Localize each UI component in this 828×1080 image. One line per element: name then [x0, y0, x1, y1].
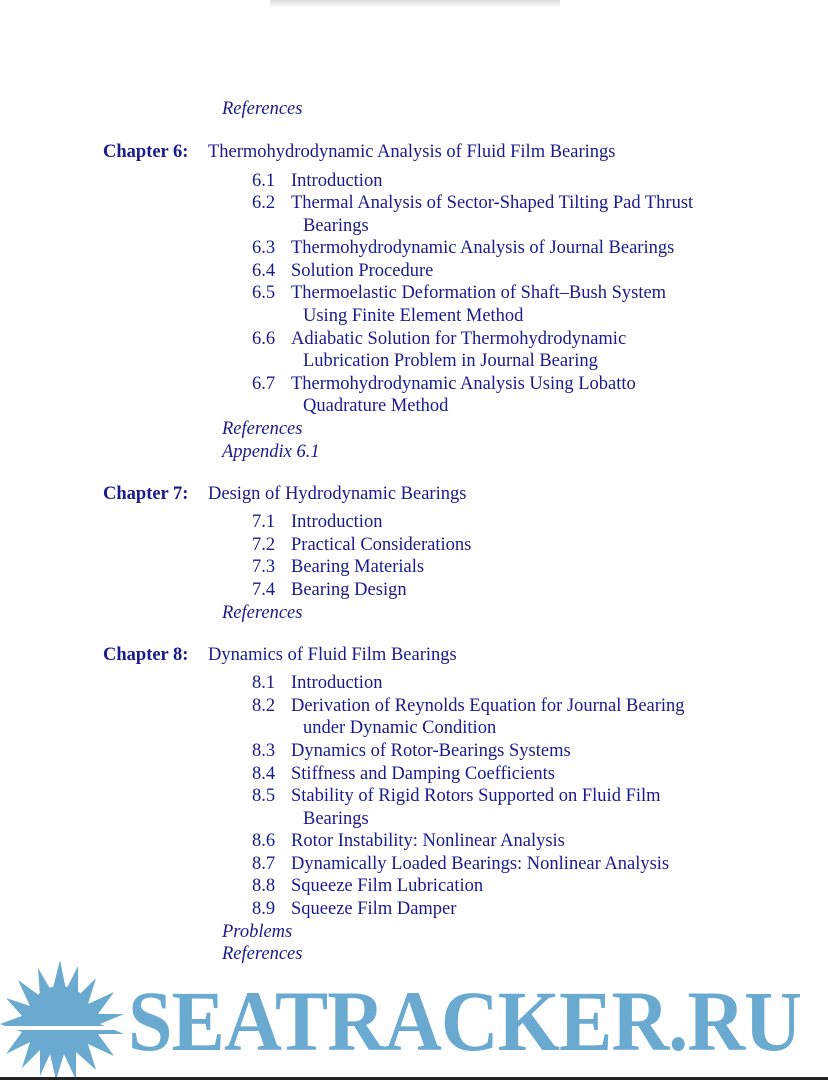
section-number: 6.3 [252, 238, 276, 258]
chapter-8-title[interactable]: Dynamics of Fluid Film Bearings [208, 645, 457, 665]
section-title[interactable]: Bearing Design [291, 580, 407, 600]
section-title[interactable]: Thermohydrodynamic Analysis of Journal Bearings [291, 238, 675, 258]
problems-entry[interactable]: Problems [222, 922, 293, 942]
section-number: 8.8 [252, 876, 276, 896]
section-title[interactable]: Introduction [291, 171, 383, 191]
section-title[interactable]: Adiabatic Solution for Thermohydrodynamic [291, 329, 627, 349]
section-number: 6.1 [252, 171, 276, 191]
section-title-continuation[interactable]: Using Finite Element Method [303, 306, 524, 326]
section-number: 6.5 [252, 283, 276, 303]
section-title[interactable]: Introduction [291, 512, 383, 532]
chapter-6-label: Chapter 6: [103, 142, 189, 162]
section-title[interactable]: Squeeze Film Lubrication [291, 876, 484, 896]
page-top-shadow [270, 0, 560, 8]
section-title-continuation[interactable]: Bearings [303, 216, 369, 236]
section-number: 8.6 [252, 831, 276, 851]
section-number: 8.3 [252, 741, 276, 761]
chapter-7-label: Chapter 7: [103, 484, 189, 504]
section-number: 7.4 [252, 580, 276, 600]
section-title-continuation[interactable]: Lubrication Problem in Journal Bearing [303, 351, 598, 371]
section-title[interactable]: Dynamically Loaded Bearings: Nonlinear Analysis [291, 854, 670, 874]
references-entry[interactable]: References [222, 944, 303, 964]
appendix-entry[interactable]: Appendix 6.1 [222, 442, 320, 462]
section-title[interactable]: Thermohydrodynamic Analysis Using Lobatto [291, 374, 636, 394]
section-title[interactable]: Bearing Materials [291, 557, 425, 577]
section-number: 8.7 [252, 854, 276, 874]
sun-icon [0, 960, 130, 1080]
chapter-8-label: Chapter 8: [103, 645, 189, 665]
section-title-continuation[interactable]: Quadrature Method [303, 396, 449, 416]
section-title[interactable]: Dynamics of Rotor-Bearings Systems [291, 741, 571, 761]
references-entry[interactable]: References [222, 99, 303, 119]
sun-horizon-icon [0, 1026, 130, 1030]
section-title[interactable]: Rotor Instability: Nonlinear Analysis [291, 831, 565, 851]
section-title[interactable]: Derivation of Reynolds Equation for Journal Bearing [291, 696, 685, 716]
section-number: 6.7 [252, 374, 276, 394]
section-number: 6.6 [252, 329, 276, 349]
sun-disc-icon [28, 986, 92, 1050]
section-number: 8.1 [252, 673, 276, 693]
section-title-continuation[interactable]: under Dynamic Condition [303, 718, 497, 738]
watermark-text: SEATRACKER.RU [128, 973, 802, 1069]
section-number: 6.2 [252, 193, 276, 213]
section-title[interactable]: Introduction [291, 673, 383, 693]
section-title[interactable]: Squeeze Film Damper [291, 899, 457, 919]
section-title[interactable]: Stability of Rigid Rotors Supported on Fluid Film [291, 786, 661, 806]
section-number: 6.4 [252, 261, 276, 281]
chapter-6-title[interactable]: Thermohydrodynamic Analysis of Fluid Film Bearings [208, 142, 616, 162]
references-entry[interactable]: References [222, 419, 303, 439]
section-number: 7.3 [252, 557, 276, 577]
section-number: 7.2 [252, 535, 276, 555]
section-title-continuation[interactable]: Bearings [303, 809, 369, 829]
references-entry[interactable]: References [222, 603, 303, 623]
section-number: 8.2 [252, 696, 276, 716]
section-number: 7.1 [252, 512, 276, 532]
chapter-7-title[interactable]: Design of Hydrodynamic Bearings [208, 484, 467, 504]
section-title[interactable]: Solution Procedure [291, 261, 434, 281]
section-number: 8.9 [252, 899, 276, 919]
section-title[interactable]: Practical Considerations [291, 535, 472, 555]
section-number: 8.4 [252, 764, 276, 784]
section-title[interactable]: Thermal Analysis of Sector-Shaped Tilting Pad Thrust [291, 193, 694, 213]
section-number: 8.5 [252, 786, 276, 806]
section-title[interactable]: Stiffness and Damping Coefficients [291, 764, 555, 784]
section-title[interactable]: Thermoelastic Deformation of Shaft–Bush System [291, 283, 667, 303]
